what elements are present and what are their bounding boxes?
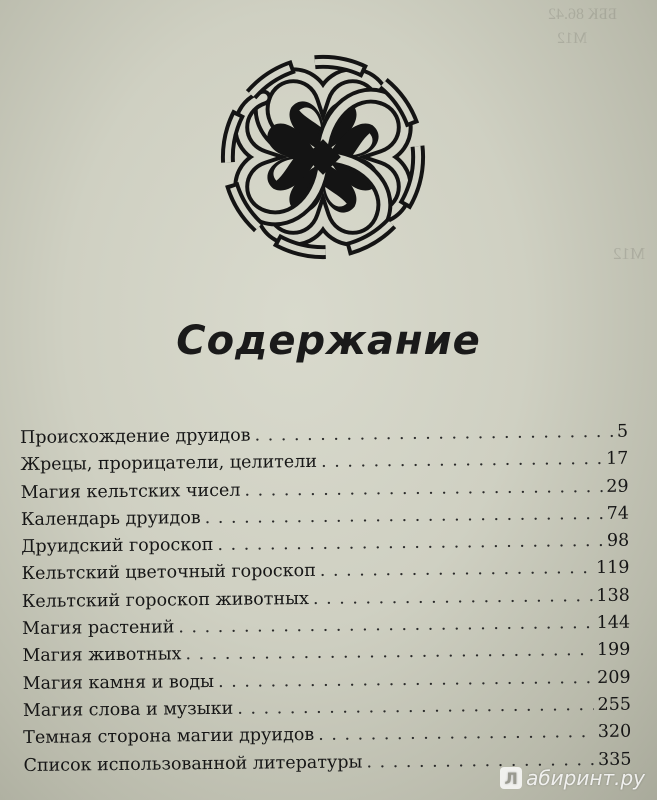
watermark-logo-icon: Л (500, 767, 522, 789)
toc-leader-dots (205, 504, 603, 528)
toc-entry-page: 255 (597, 694, 632, 715)
toc-entry-page: 29 (606, 476, 629, 497)
toc-entry-page: 98 (606, 530, 630, 552)
toc-entry-title: Магия кельтских чисел (20, 480, 241, 503)
watermark (500, 766, 645, 790)
bleed-through-side-code: М12 (613, 244, 646, 263)
toc-entry-page: 144 (596, 612, 631, 634)
toc-leader-dots (318, 722, 594, 745)
toc-entry-title: Кельтский цветочный гороскоп (21, 561, 316, 585)
toc-entry-page: 5 (616, 421, 629, 442)
page-title: Содержание (176, 318, 481, 364)
watermark-text: абиринт.ру (526, 766, 645, 790)
toc-entry-page: 209 (597, 667, 631, 688)
toc-leader-dots (313, 586, 593, 609)
toc-leader-dots (237, 695, 593, 719)
toc-entry-page: 335 (597, 749, 632, 770)
bleed-through-top-code: ББК 86.42 (547, 6, 617, 23)
toc-entry-title: Магия растений (22, 617, 175, 640)
toc-leader-dots (218, 668, 593, 692)
toc-entry-page: 138 (596, 585, 630, 606)
toc-entry-page: 17 (605, 448, 629, 470)
toc-leader-dots (321, 449, 602, 472)
toc-leader-dots (254, 422, 613, 446)
table-of-contents (20, 422, 632, 783)
toc-leader-dots (320, 559, 592, 582)
toc-entry-page: 119 (595, 558, 630, 579)
toc-entry-title: Магия слова и музыки (22, 698, 234, 721)
toc-entry-title: Жрецы, прорицатели, целители (20, 452, 318, 476)
toc-entry-title: Список использованной литературы (23, 751, 363, 776)
toc-entry-title: Происхождение друидов (20, 425, 251, 448)
toc-entry-page: 320 (597, 721, 632, 743)
toc-entry-page: 74 (606, 503, 630, 524)
toc-entry-title: Календарь друидов (20, 508, 201, 530)
toc-leader-dots (217, 531, 603, 555)
toc-entry-title: Магия животных (22, 644, 182, 667)
toc-entry-title: Магия камня и воды (22, 671, 215, 694)
toc-entry-page: 199 (596, 639, 631, 661)
toc-leader-dots (178, 613, 593, 637)
toc-leader-dots (244, 476, 602, 500)
celtic-knot-icon (214, 48, 432, 266)
toc-entry-title: Друидский гороскоп (21, 535, 214, 558)
toc-entry-title: Кельтский гороскоп животных (21, 588, 310, 612)
toc-entry-title: Темная сторона магии друидов (23, 725, 315, 749)
bleed-through-top-code-2: М12 (556, 30, 587, 47)
toc-leader-dots (185, 640, 593, 664)
